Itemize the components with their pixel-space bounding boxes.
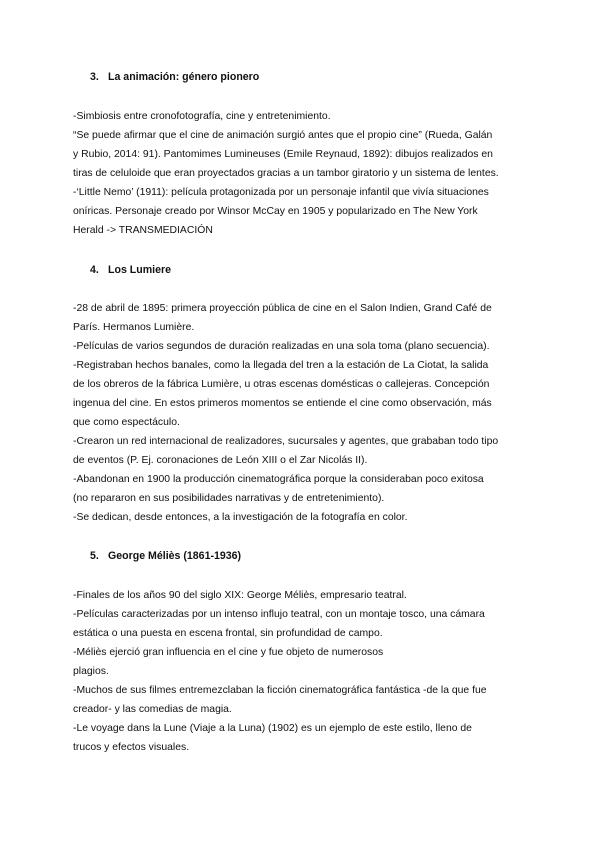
paragraph-line: de los obreros de la fábrica Lumière, u otras escenas domésticas o callejeras. Concepción	[73, 379, 490, 390]
section-4-heading	[90, 264, 171, 276]
paragraph-line: tiras de celuloide que eran proyectados gracias a un tambor giratorio y un sistema de lentes.	[73, 168, 499, 179]
paragraph-line: que como espectáculo.	[73, 417, 180, 428]
paragraph-line: estática o una puesta en escena frontal, sin profundidad de campo.	[73, 628, 383, 639]
paragraph-line: oníricas. Personaje creado por Winsor McCay en 1905 y popularizado en The New York	[73, 206, 478, 217]
paragraph-line: -Muchos de sus filmes entremezclaban la ficción cinematográfica fantástica -de la que fue	[73, 685, 487, 696]
section-number: 4.	[90, 264, 99, 276]
paragraph-line: -Abandonan en 1900 la producción cinematográfica porque la consideraban poco exitosa	[73, 474, 484, 485]
paragraph-line: -Películas caracterizadas por un intenso influjo teatral, con un montaje tosco, una cámara	[73, 609, 485, 620]
paragraph-line: -‘Little Nemo’ (1911): película protagonizada por un personaje infantil que vivía situaciones	[73, 187, 489, 198]
paragraph-line: -Crearon un red internacional de realizadores, sucursales y agentes, que grababan todo tipo	[73, 436, 499, 447]
section-title: George Méliès (1861-1936)	[108, 550, 242, 562]
paragraph-line: -Finales de los años 90 del siglo XIX: George Méliès, empresario teatral.	[73, 590, 407, 601]
section-3-heading	[90, 71, 259, 83]
paragraph-line: -Se dedican, desde entonces, a la investigación de la fotografía en color.	[73, 512, 408, 523]
section-title: Los Lumiere	[108, 264, 171, 276]
paragraph-line: y Rubio, 2014: 91). Pantomimes Lumineuses (Emile Reynaud, 1892): dibujos realizados en	[73, 149, 493, 160]
paragraph-line: ingenua del cine. En estos primeros momentos se entiende el cine como observación, más	[73, 398, 492, 409]
paragraph-line: trucos y efectos visuales.	[73, 742, 190, 753]
section-title: La animación: género pionero	[108, 71, 260, 83]
paragraph-line: plagios.	[73, 666, 109, 677]
paragraph-line: -Méliès ejerció gran influencia en el cine y fue objeto de numerosos	[73, 647, 384, 658]
paragraph-line: de eventos (P. Ej. coronaciones de León XIII o el Zar Nicolás II).	[73, 455, 368, 466]
paragraph-line: -28 de abril de 1895: primera proyección pública de cine en el Salon Indien, Grand Café de	[73, 303, 492, 314]
paragraph-line: (no repararon en sus posibilidades narrativas y de entretenimiento).	[73, 493, 385, 504]
section-number: 5.	[90, 550, 99, 562]
paragraph-line: creador- y las comedias de magia.	[73, 704, 232, 715]
section-5-heading	[90, 550, 241, 562]
paragraph-line: “Se puede afirmar que el cine de animación surgió antes que el propio cine” (Rueda, Galán	[73, 130, 493, 141]
paragraph-line: -Le voyage dans la Lune (Viaje a la Luna) (1902) es un ejemplo de este estilo, lleno de	[73, 723, 472, 734]
paragraph-line: -Simbiosis entre cronofotografía, cine y entretenimiento.	[73, 111, 331, 122]
paragraph-line: Herald -> TRANSMEDIACIÓN	[73, 225, 213, 236]
paragraph-line: -Películas de varios segundos de duración realizadas en una sola toma (plano secuencia).	[73, 341, 490, 352]
section-number: 3.	[90, 71, 99, 83]
paragraph-line: París. Hermanos Lumière.	[73, 322, 195, 333]
paragraph-line: -Registraban hechos banales, como la llegada del tren a la estación de La Ciotat, la salida	[73, 360, 489, 371]
